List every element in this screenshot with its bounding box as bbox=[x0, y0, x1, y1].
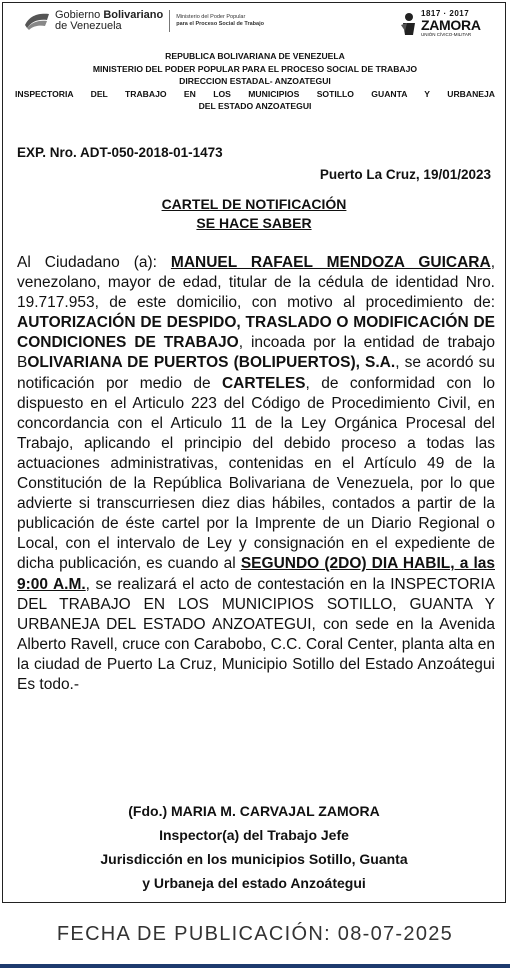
bottom-bar bbox=[0, 964, 510, 968]
zamora-logo bbox=[399, 9, 489, 39]
zamora-emblem-icon bbox=[399, 11, 419, 37]
institution-line: DIRECCION ESTADAL- ANZOATEGUI bbox=[179, 76, 331, 86]
case-number: EXP. Nro. ADT-050-2018-01-1473 bbox=[17, 145, 223, 160]
institution-block bbox=[15, 50, 495, 113]
divider bbox=[169, 10, 170, 32]
title-line: CARTEL DE NOTIFICACIÓN bbox=[161, 196, 347, 212]
body-text: , se realizará el acto de contestación en la INSPECTORIA DEL TRABAJO EN LOS MUNICIPIOS SOTILLO, GUANTA Y URBANEJA DEL ESTADO ANZOATEGUI, con sede en la Avenida Alberto Ravell, cruce con Carabobo, C.C. Coral Center, planta alta en la ciudad de Puerto La Cruz, Municipio Sotillo del Estado Anzoátegui Es todo.- bbox=[17, 575, 495, 693]
institution-line: MINISTERIO DEL PODER POPULAR PARA EL PROCESO SOCIAL DE TRABAJO bbox=[92, 63, 418, 74]
signature-line: (Fdo.) MARIA M. CARVAJAL ZAMORA bbox=[128, 803, 380, 819]
institution-line: REPUBLICA BOLIVARIANA DE VENEZUELA bbox=[165, 51, 345, 61]
title-line: SE HACE SABER bbox=[196, 215, 312, 231]
recipient-name: MANUEL RAFAEL MENDOZA GUICARA bbox=[170, 254, 491, 271]
body-text: Al Ciudadano (a): bbox=[17, 254, 171, 271]
publication-date: FECHA DE PUBLICACIÓN: 08-07-2025 bbox=[56, 923, 454, 945]
carteles-text: CARTELES bbox=[221, 374, 306, 392]
zamora-subtitle: UNIÓN CÍVICO-MILITAR bbox=[421, 32, 472, 37]
header bbox=[3, 3, 505, 47]
signature-line: Inspector(a) del Trabajo Jefe bbox=[159, 827, 349, 843]
body-text: , de conformidad con lo dispuesto en el Articulo 223 del Código de Procedimiento Civil, en concordancia con el Articulo 11 de la Ley Orgánica Procesal del Trabajo, aplicando el principio del debido proceso a todas las actuaciones administrativas, contenidas en el Artículo 49 de la Constitución de la República Bolivariana de Venezuela, por lo que advierte si transcurriesen diez dias hábiles, contados a partir de la publicación de éste cartel por la Imprente de un Diario Regional o Local, con el intervalo de Ley y consignación en el expediente de dicha publicación, es cuando al bbox=[17, 374, 495, 573]
government-name: Gobierno Bolivariano de Venezuela bbox=[55, 9, 164, 32]
ministry-name: Ministerio del Poder Popular para el Proceso Social de Trabajo bbox=[176, 14, 264, 27]
institution-line: DEL ESTADO ANZOATEGUI bbox=[198, 101, 312, 111]
entity-name: OLIVARIANA DE PUERTOS (BOLIPUERTOS), S.A. bbox=[27, 354, 396, 372]
body-text: , venezolano, mayor de edad, titular de la cédula de identidad Nro. 19.717.953, de este domicilio, con motivo al procedimiento de: bbox=[17, 254, 495, 312]
zamora-years: 1817 · 2017 bbox=[421, 9, 470, 18]
body-text: , incoada por la entidad de trabajo B bbox=[17, 334, 495, 372]
flag-icon bbox=[23, 11, 51, 31]
signature-line: y Urbaneja del estado Anzoátegui bbox=[142, 875, 366, 891]
body-text: , se acordó su notificación por medio de bbox=[17, 354, 495, 392]
institution-line: INSPECTORIA DEL TRABAJO EN LOS MUNICIPIOS SOTILLO GUANTA Y URBANEJA bbox=[15, 88, 495, 99]
government-logo bbox=[23, 10, 264, 32]
notice-body bbox=[17, 253, 495, 695]
place-date: Puerto La Cruz, 19/01/2023 bbox=[319, 167, 491, 182]
signature-line: Jurisdicción en los municipios Sotillo, Guanta bbox=[100, 851, 408, 867]
deadline-text: SEGUNDO (2DO) DIA HABIL, a las 9:00 A.M. bbox=[17, 555, 495, 593]
procedure-name: AUTORIZACIÓN DE DESPIDO, TRASLADO O MODIFICACIÓN DE CONDICIONES DE TRABAJO bbox=[17, 314, 495, 352]
notice-frame bbox=[2, 2, 506, 903]
zamora-name: ZAMORA bbox=[421, 17, 481, 33]
notice-title bbox=[3, 195, 505, 233]
signature-block bbox=[3, 799, 505, 895]
